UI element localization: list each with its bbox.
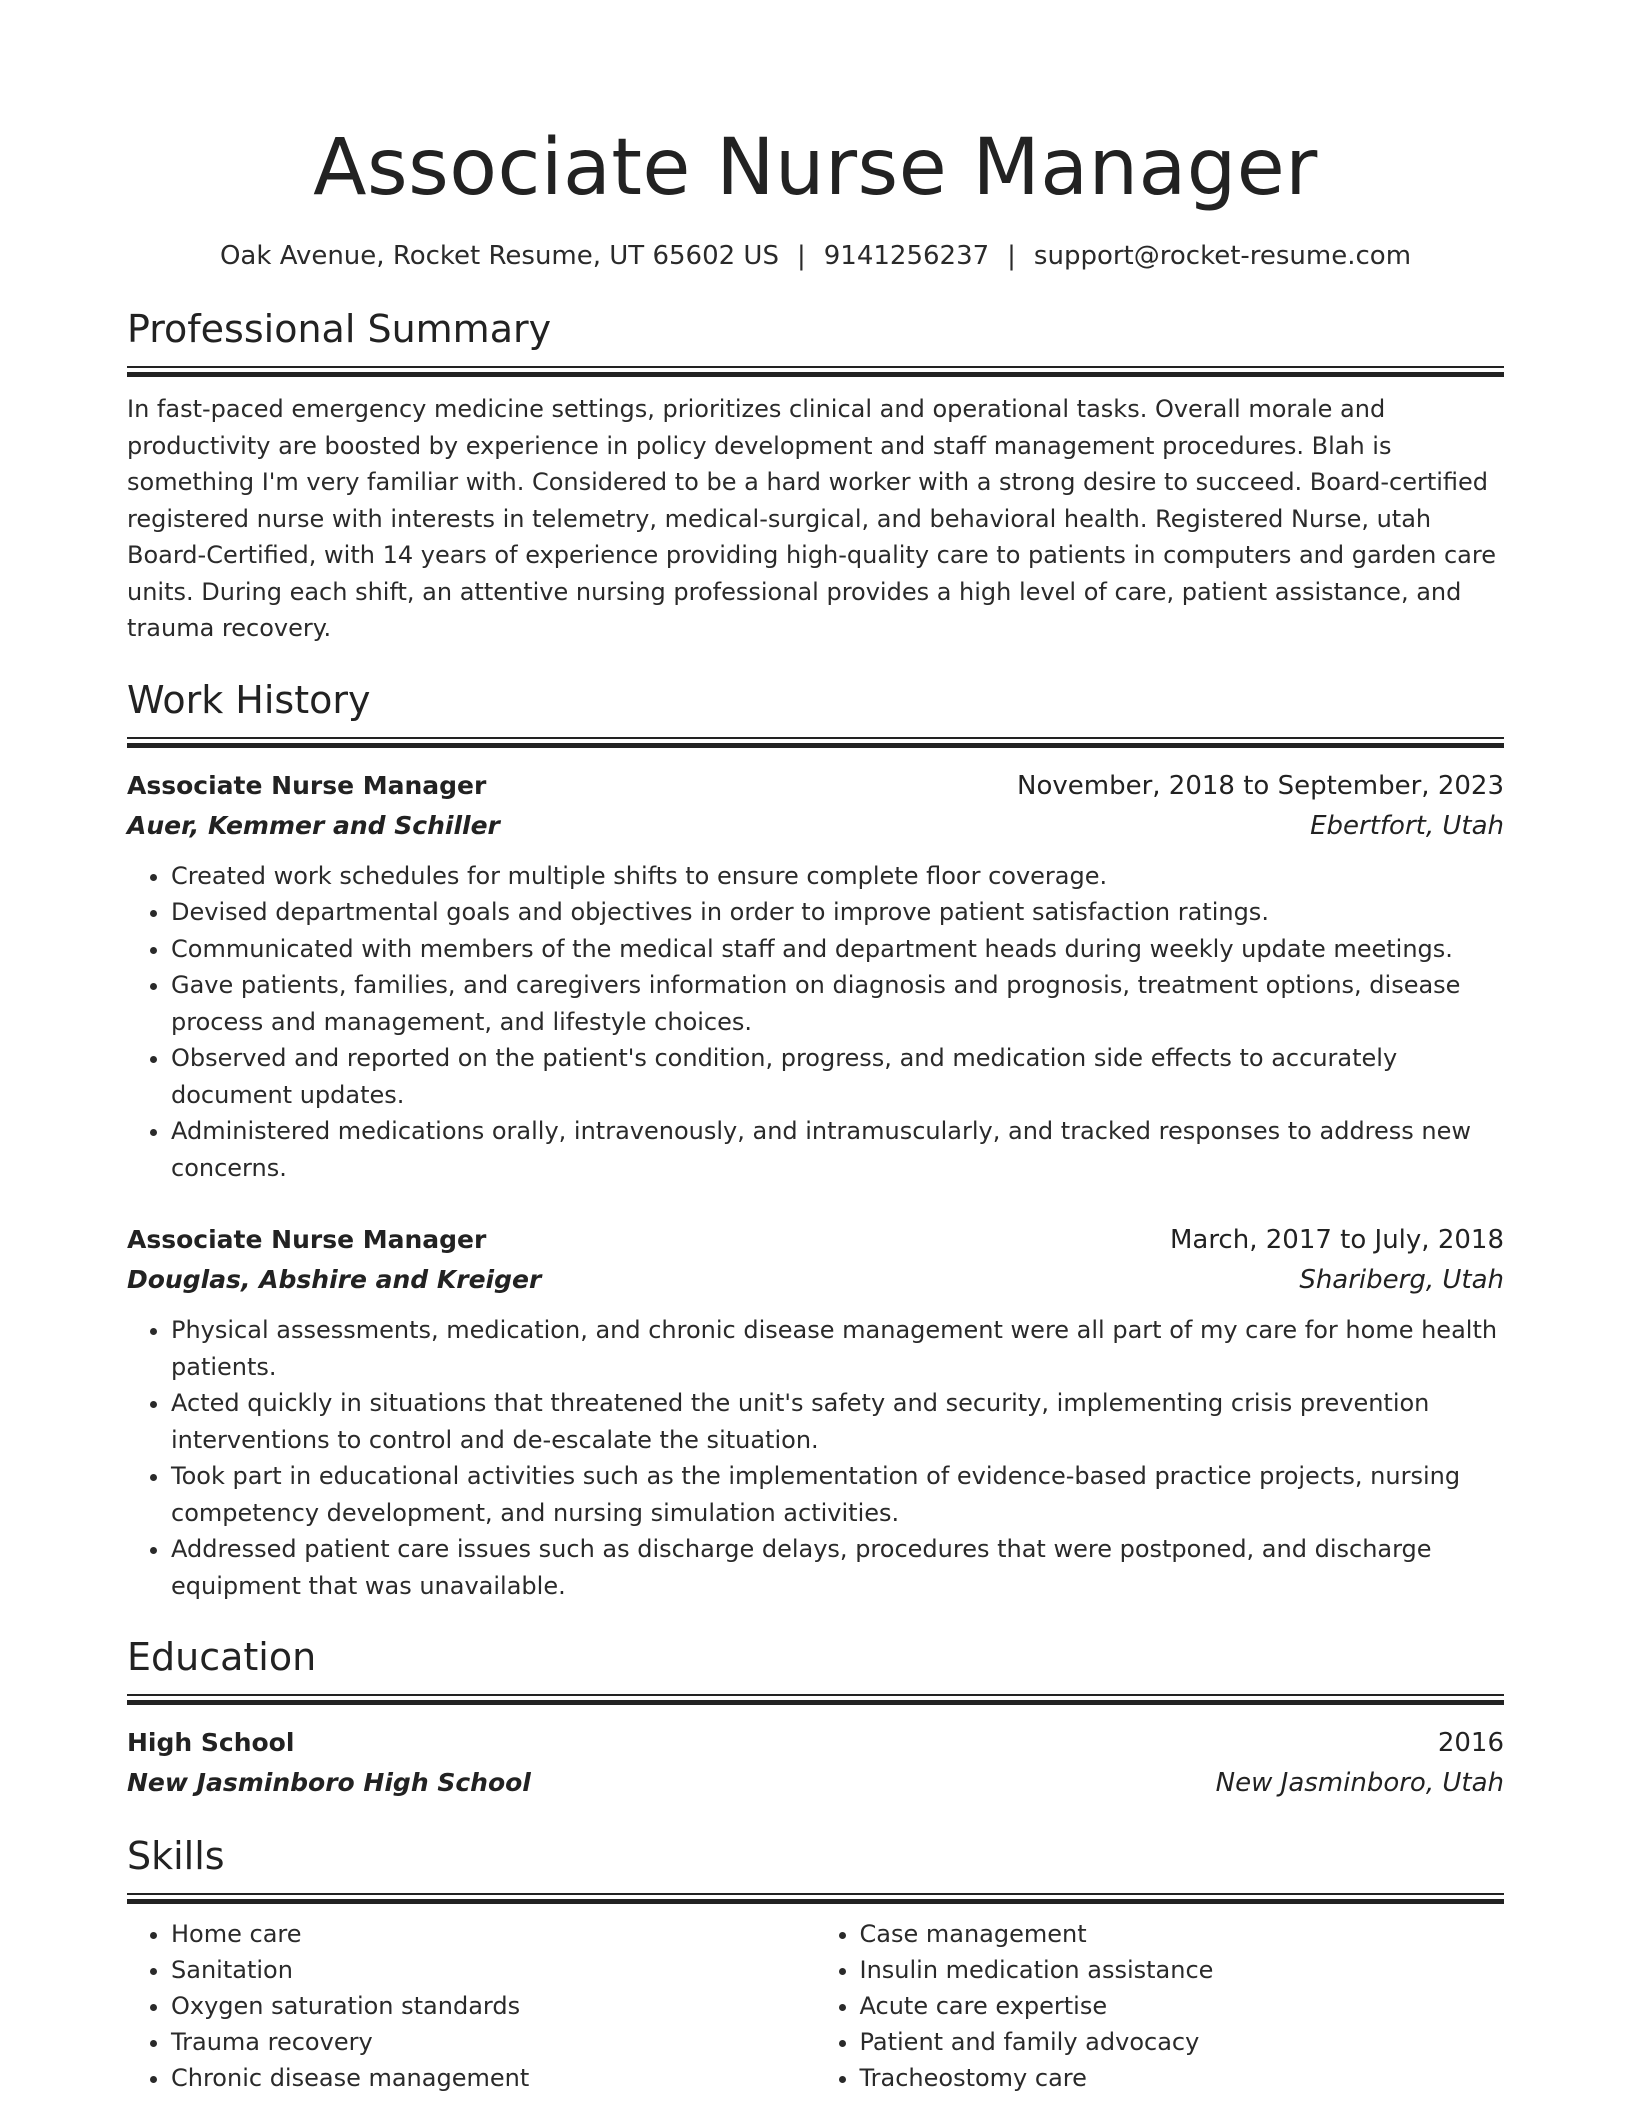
job-company-row xyxy=(127,1260,1504,1300)
skill-item: • Home care xyxy=(171,1916,816,1952)
job-bullets xyxy=(127,1312,1504,1604)
job-bullet: • Observed and reported on the patient's condition, progress, and medication side effects to accurately document updates. xyxy=(171,1040,1504,1113)
job-bullet: • Administered medications orally, intravenously, and intramuscularly, and tracked responses to address new concerns. xyxy=(171,1113,1504,1186)
job-header-row xyxy=(127,1220,1504,1260)
section-divider xyxy=(127,1694,1504,1705)
work-history-section xyxy=(127,675,1504,1605)
job-header-row xyxy=(127,766,1504,806)
skills-section xyxy=(127,1831,1504,2096)
contact-phone: 9141256237 xyxy=(823,241,990,271)
skills-column-right xyxy=(816,1916,1505,2096)
job-bullet: • Acted quickly in situations that threatened the unit's safety and security, implementing crisis prevention interventions to control and de-escalate the situation. xyxy=(171,1385,1504,1458)
summary-section xyxy=(127,304,1504,647)
job-dates: November, 2018 to September, 2023 xyxy=(1017,770,1504,801)
contact-separator: | xyxy=(796,241,806,271)
section-title: Education xyxy=(127,1635,317,1679)
job-bullet: • Created work schedules for multiple shifts to ensure complete floor coverage. xyxy=(171,858,1504,895)
contact-separator: | xyxy=(1007,241,1016,271)
job-location: Ebertfort, Utah xyxy=(1310,810,1504,841)
education-school: New Jasminboro High School xyxy=(127,1768,531,1797)
job-title: Associate Nurse Manager xyxy=(127,770,487,800)
job-title: Associate Nurse Manager xyxy=(127,1225,487,1254)
skills-column-left xyxy=(127,1916,816,2096)
section-title: Skills xyxy=(127,1834,225,1878)
skill-item: • Acute care expertise xyxy=(860,1988,1505,2024)
job-bullets xyxy=(127,858,1504,1187)
contact-address: Oak Avenue, Rocket Resume, UT 65602 US xyxy=(219,241,779,271)
skill-item: • Insulin medication assistance xyxy=(860,1952,1505,1988)
skill-item: • Chronic disease management xyxy=(171,2060,816,2096)
job-entry xyxy=(127,1220,1504,1604)
education-degree: High School xyxy=(127,1728,295,1757)
skill-item: • Case management xyxy=(860,1916,1505,1952)
skill-item: • Patient and family advocacy xyxy=(860,2024,1505,2060)
skills-grid xyxy=(127,1916,1504,2096)
section-title: Work History xyxy=(127,677,371,722)
job-bullet: • Communicated with members of the medical staff and department heads during weekly update meetings. xyxy=(171,931,1504,968)
job-bullet: • Addressed patient care issues such as discharge delays, procedures that were postponed, and discharge equipment that was unavailable. xyxy=(171,1531,1504,1604)
job-dates: March, 2017 to July, 2018 xyxy=(1169,1225,1504,1255)
section-divider xyxy=(127,737,1504,748)
skill-item: • Oxygen saturation standards xyxy=(171,1988,816,2024)
job-company-row xyxy=(127,806,1504,846)
job-company: Auer, Kemmer and Schiller xyxy=(127,810,500,840)
candidate-name: Associate Nurse Manager xyxy=(313,123,1318,213)
job-company: Douglas, Abshire and Kreiger xyxy=(127,1265,542,1294)
skill-item: • Tracheostomy care xyxy=(860,2060,1505,2096)
job-bullet: • Physical assessments, medication, and chronic disease management were all part of my care for home health patients. xyxy=(171,1312,1504,1385)
section-divider xyxy=(127,1893,1504,1904)
contact-email: support@rocket-resume.com xyxy=(1033,241,1412,271)
education-school-row xyxy=(127,1763,1504,1803)
education-header-row xyxy=(127,1723,1504,1763)
section-title: Professional Summary xyxy=(127,307,552,351)
job-entry xyxy=(127,766,1504,1187)
contact-line xyxy=(127,236,1504,276)
job-bullet: • Took part in educational activities such as the implementation of evidence-based practice projects, nursing competency development, and nursing simulation activities. xyxy=(171,1458,1504,1531)
summary-text: In fast-paced emergency medicine settings, prioritizes clinical and operational tasks. Overall morale and productivity are boosted by experience in policy development and staff management procedures. Blah is something I'm very familiar with. Considered to be a hard worker with a strong desire to succeed. Board-certified registered nurse with interests in telemetry, medical-surgical, and behavioral health. Registered Nurse, utah Board-Certified, with 14 years of experience providing high-quality care to patients in computers and garden care units. During each shift, an attentive nursing professional provides a high level of care, patient assistance, and trauma recovery. xyxy=(127,395,1496,642)
job-location: Shariberg, Utah xyxy=(1299,1265,1504,1295)
job-bullet: • Gave patients, families, and caregivers information on diagnosis and prognosis, treatment options, disease process and management, and lifestyle choices. xyxy=(171,967,1504,1040)
education-entry xyxy=(127,1723,1504,1803)
skill-item: • Trauma recovery xyxy=(171,2024,816,2060)
education-section xyxy=(127,1632,1504,1803)
section-divider xyxy=(127,366,1504,377)
skill-item: • Sanitation xyxy=(171,1952,816,1988)
job-bullet: • Devised departmental goals and objectives in order to improve patient satisfaction ratings. xyxy=(171,894,1504,931)
education-year: 2016 xyxy=(1437,1728,1504,1758)
resume-page xyxy=(127,118,1504,2096)
education-location: New Jasminboro, Utah xyxy=(1215,1768,1504,1798)
